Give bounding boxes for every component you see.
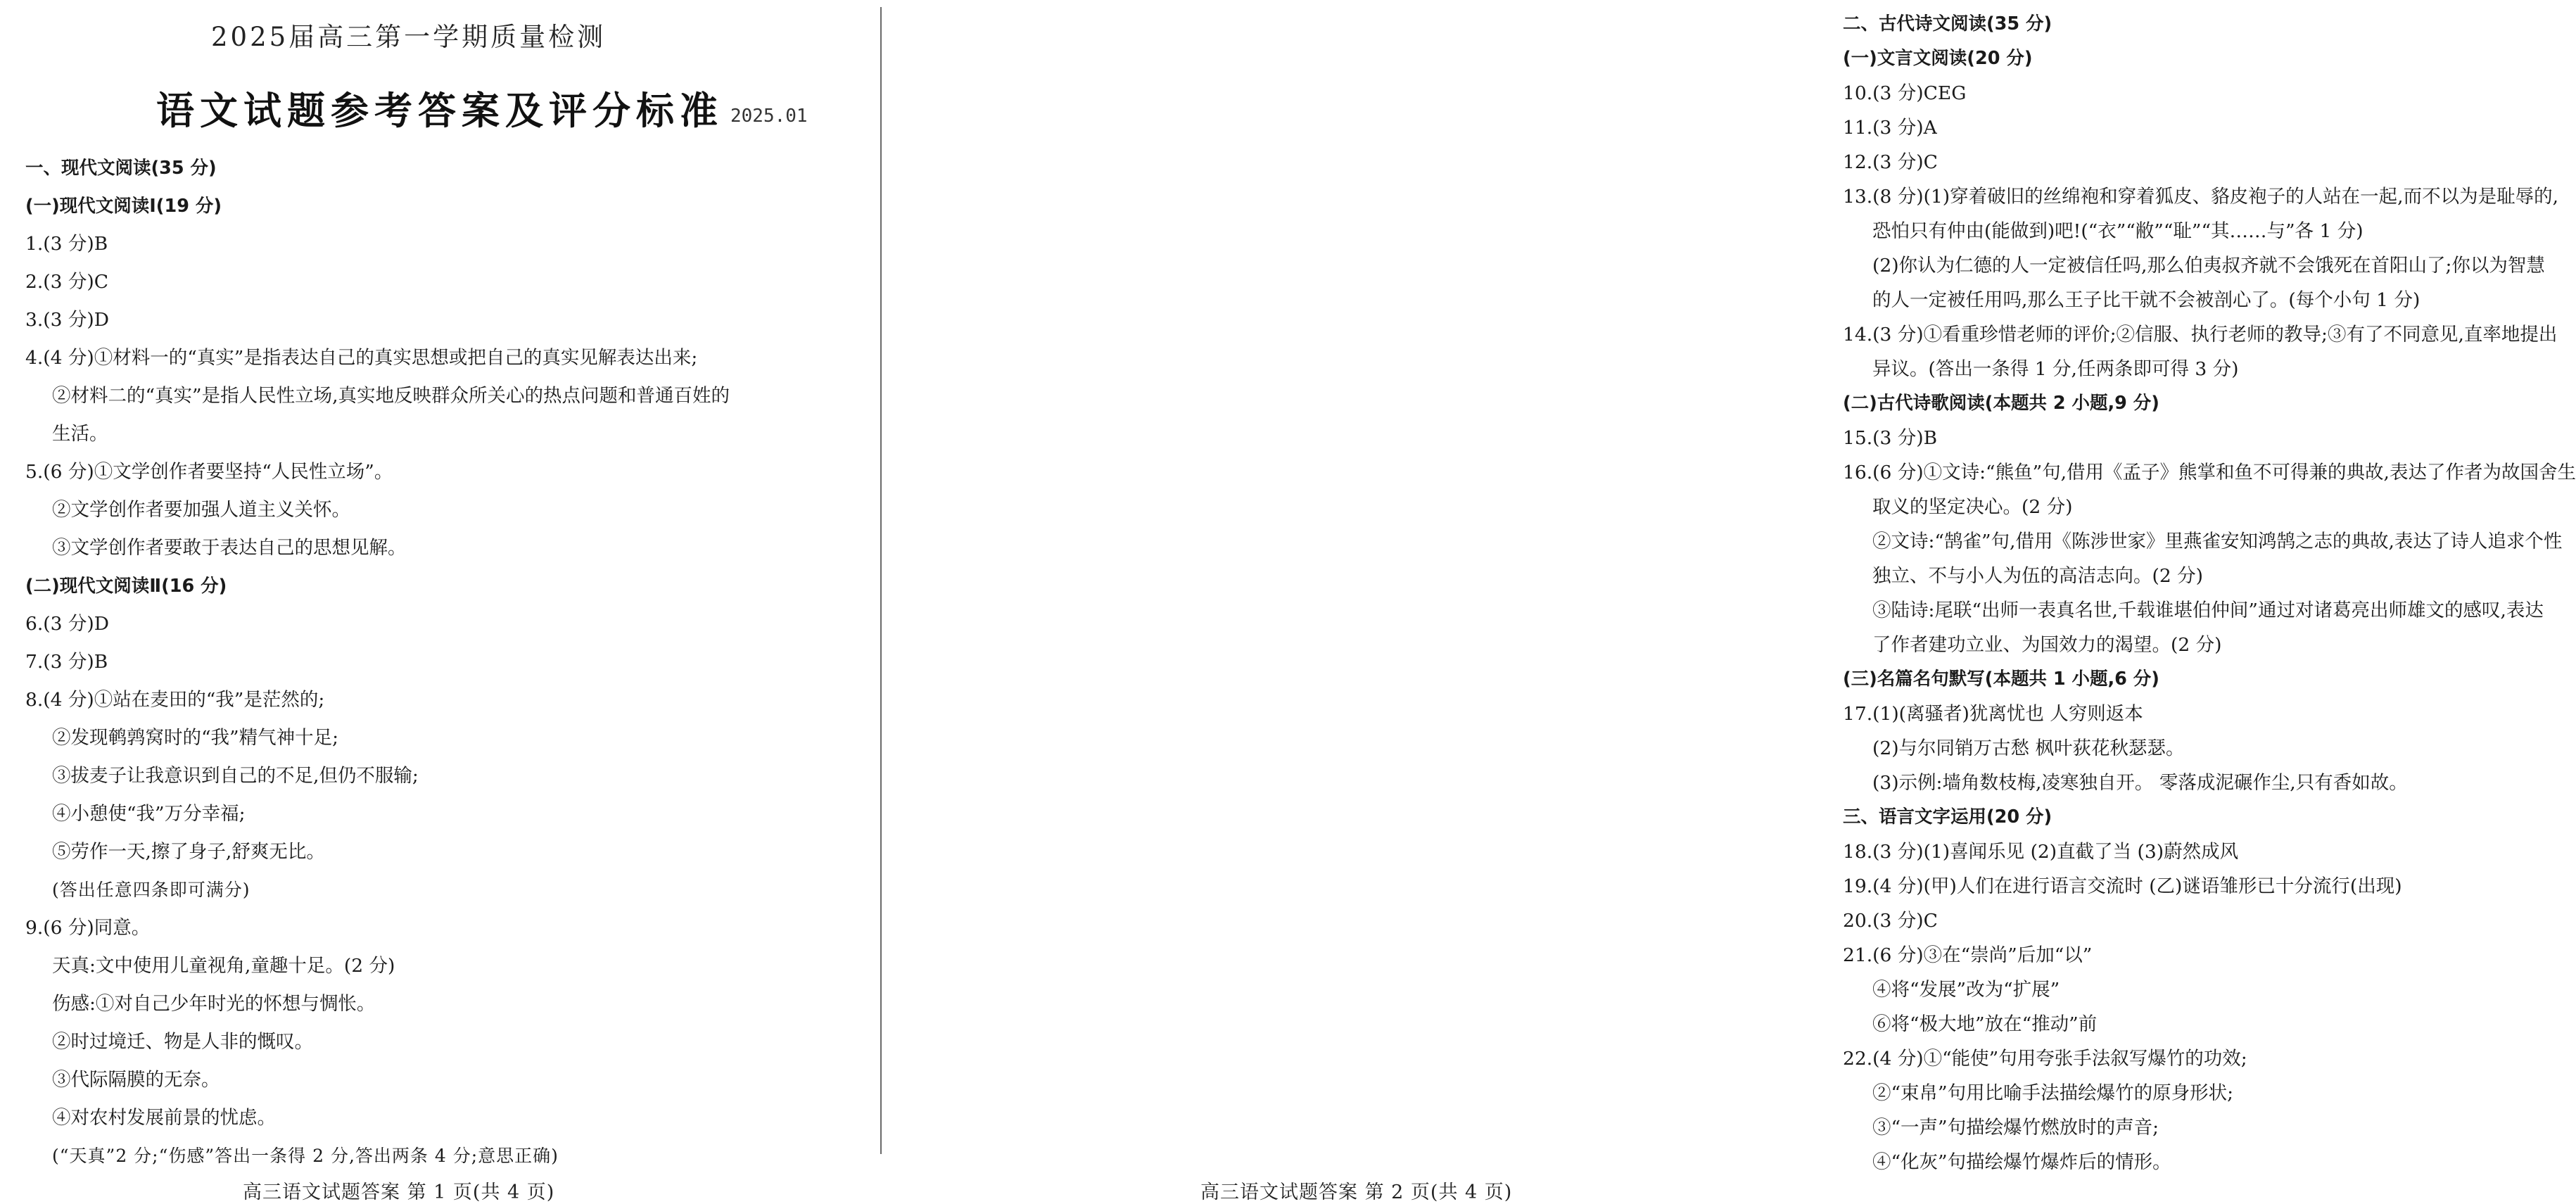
answer-line: ③“一声”句描绘爆竹燃放时的声音; [1872,1117,2159,1139]
answer-line: 3.(3 分)D [25,309,109,331]
answer-line: ②“束帛”句用比喻手法描绘爆竹的原身形状; [1872,1082,2234,1104]
answer-line: 9.(6 分)同意。 [25,917,151,939]
answer-line: 2.(3 分)C [25,271,109,293]
answer-line: ②文诗:“鹄雀”句,借用《陈涉世家》里燕雀安知鸿鹄之志的典故,表达了诗人追求个性 [1872,531,2563,552]
answer-line: ②材料二的“真实”是指人民性立场,真实地反映群众所关心的热点问题和普通百姓的 [52,385,730,407]
answer-line: 5.(6 分)①文学创作者要坚持“人民性立场”。 [25,461,393,483]
answer-line: ④“化灰”句描绘爆竹爆炸后的情形。 [1872,1151,2171,1173]
answer-line: ②文学创作者要加强人道主义关怀。 [52,499,350,521]
answer-page-1 [0,0,880,1203]
scoring-note: (答出任意四条即可满分) [52,880,250,900]
answer-line: 取义的坚定决心。(2 分) [1872,496,2073,518]
answer-line: ④对农村发展前景的忧虑。 [52,1107,276,1129]
answer-line: ③陆诗:尾联“出师一表真名世,千载谁堪伯仲间”通过对诸葛亮出师雄文的感叹,表达 [1872,600,2544,621]
right-answer-content [1843,7,2576,1179]
answer-line: 7.(3 分)B [25,651,108,673]
page-footer: 高三语文试题答案 第 2 页(共 4 页) [1200,1181,1513,1203]
answer-line: 4.(4 分)①材料一的“真实”是指表达自己的真实思想或把自己的真实见解表达出来; [25,347,698,369]
answer-line: 16.(6 分)①文诗:“熊鱼”句,借用《孟子》熊掌和鱼不可得兼的典故,表达了作者为故国舍生 [1843,462,2576,483]
subsection-heading: (三)名篇名句默写(本题共 1 小题,6 分) [1843,668,2159,690]
answer-line: 生活。 [52,423,108,445]
answer-line: 恐怕只有仲由(能做到)吧!(“衣”“敝”“耻”“其……与”各 1 分) [1872,220,2364,242]
exam-title: 2025届高三第一学期质量检测 [211,22,607,52]
subsection-heading: (二)现代文阅读Ⅱ(16 分) [25,576,227,597]
section-heading: 二、古代诗文阅读(35 分) [1843,13,2052,34]
answer-line: 22.(4 分)①“能使”句用夸张手法叙写爆竹的功效; [1843,1048,2247,1070]
answer-line: ③代际隔膜的无奈。 [52,1069,220,1091]
answer-line: ④将“发展”改为“扩展” [1872,979,2060,1001]
answer-line: ③文学创作者要敢于表达自己的思想见解。 [52,537,407,559]
answer-line: 伤感:①对自己少年时光的怀想与惆怅。 [52,993,376,1015]
answer-line: 19.(4 分)(甲)人们在进行语言交流时 (乙)谜语雏形已十分流行(出现) [1843,875,2402,897]
answer-line: (3)示例:墙角数枝梅,凌寒独自开。 零落成泥碾作尘,只有香如故。 [1872,772,2408,794]
answer-line: 13.(8 分)(1)穿着破旧的丝绵袍和穿着狐皮、貉皮袍子的人站在一起,而不以为是耻辱的, [1843,186,2558,208]
subsection-heading: (一)现代文阅读Ⅰ(19 分) [25,196,222,217]
answer-line: 异议。(答出一条得 1 分,任两条即可得 3 分) [1872,358,2239,380]
page-footer: 高三语文试题答案 第 1 页(共 4 页) [243,1181,555,1203]
section-heading: 一、现代文阅读(35 分) [25,158,217,179]
answer-line: ⑤劳作一天,擦了身子,舒爽无比。 [52,841,325,863]
answer-line: 独立、不与小人为伍的高洁志向。(2 分) [1872,565,2203,587]
answer-line: ③拔麦子让我意识到自己的不足,但仍不服输; [52,765,419,787]
subsection-heading: (一)文言文阅读(20 分) [1843,48,2033,69]
answer-line: 6.(3 分)D [25,613,109,635]
answer-line: 的人一定被任用吗,那么王子比干就不会被剖心了。(每个小句 1 分) [1872,289,2420,311]
main-title: 语文试题参考答案及评分标准 [156,89,723,133]
answer-line: 天真:文中使用儿童视角,童趣十足。(2 分) [52,955,395,977]
subsection-heading: (二)古代诗歌阅读(本题共 2 小题,9 分) [1843,393,2159,414]
answer-line: (2)你认为仁德的人一定被信任吗,那么伯夷叔齐就不会饿死在首阳山了;你以为智慧 [1872,255,2545,277]
answer-line: 15.(3 分)B [1843,427,1938,449]
answer-line: 14.(3 分)①看重珍惜老师的评价;②信服、执行老师的教导;③有了不同意见,直率地提出 [1843,324,2558,346]
exam-date: 2025.01 [730,106,808,127]
answer-line: 1.(3 分)B [25,233,108,255]
answer-line: 12.(3 分)C [1843,151,1938,173]
answer-line: 11.(3 分)A [1843,117,1937,139]
answer-line: 17.(1)(离骚者)犹离忧也 人穷则返本 [1843,703,2143,725]
scoring-note: (“天真”2 分;“伤感”答出一条得 2 分,答出两条 4 分;意思正确) [52,1146,559,1166]
page-divider [880,7,882,1154]
answer-line: ②发现鹌鹑窝时的“我”精气神十足; [52,727,339,749]
answer-line: 21.(6 分)③在“崇尚”后加“以” [1843,944,2093,966]
answer-line: (2)与尔同销万古愁 枫叶荻花秋瑟瑟。 [1872,737,2185,759]
answer-line: 8.(4 分)①站在麦田的“我”是茫然的; [25,689,325,711]
answer-line: 20.(3 分)C [1843,910,1938,932]
answer-line: ②时过境迁、物是人非的慨叹。 [52,1031,313,1053]
answer-line: ⑥将“极大地”放在“推动”前 [1872,1013,2098,1035]
section-heading: 三、语言文字运用(20 分) [1843,806,2052,828]
answer-page-2 [884,0,2576,1203]
answer-line: ④小憩使“我”万分幸福; [52,803,246,825]
answer-line: 了作者建功立业、为国效力的渴望。(2 分) [1872,634,2222,656]
answer-line: 10.(3 分)CEG [1843,82,1967,104]
left-answer-content [25,149,730,1175]
answer-line: 18.(3 分)(1)喜闻乐见 (2)直截了当 (3)蔚然成风 [1843,841,2239,863]
